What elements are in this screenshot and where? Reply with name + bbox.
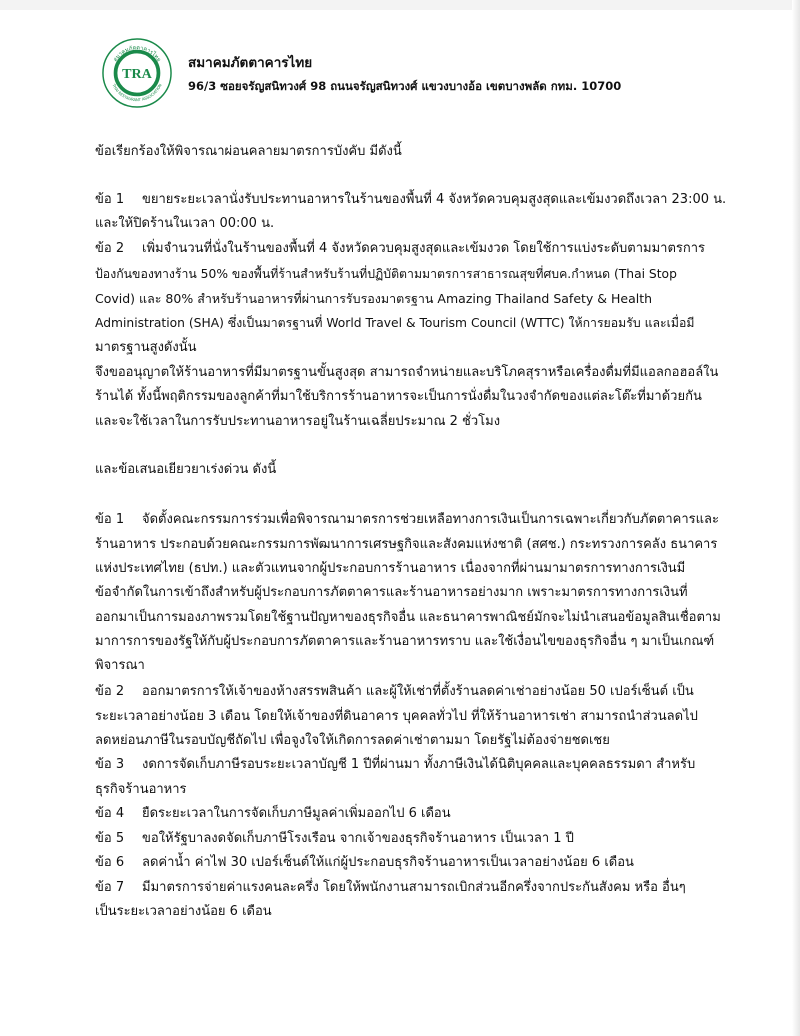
s2-item1-line: แห่งประเทศไทย (ธปท.) และตัวแทนจากผู้ประกอบการร้านอาหาร เนื่องจากที่ผ่านมามาตรการทางการเงินมี xyxy=(95,561,686,576)
s2-item7-line: มีมาตรการจ่ายค่าแรงคนละครึ่ง โดยให้พนักงานสามารถเบิกส่วนอีกครึ่งจากประกันสังคม หรือ อื่นๆ xyxy=(142,880,686,895)
s2-item7-line: เป็นระยะเวลาอย่างน้อย 6 เดือน xyxy=(95,904,272,919)
s2-item1-number: ข้อ 1 xyxy=(95,512,125,527)
s2-item2-line: ออกมาตรการให้เจ้าของห้างสรรพสินค้า และผู้ให้เช่าที่ตั้งร้านลดค่าเช่าอย่างน้อย 50 เปอร์เซ็นต์ เป็น xyxy=(142,684,694,699)
s1-item2-line: เพิ่มจำนวนที่นั่งในร้านของพื้นที่ 4 จังหวัดควบคุมสูงสุดและเข้มงวด โดยใช้การแบ่งระดับตามมาตรการ xyxy=(142,241,706,256)
s1-item2-line: มาตรฐานสูงดังนั้น xyxy=(95,340,197,355)
s2-item1-line: จัดตั้งคณะกรรมการร่วมเพื่อพิจารณามาตรการช่วยเหลือทางการเงินเป็นการเฉพาะเกี่ยวกับภัตตาคารและ xyxy=(142,512,719,527)
s2-item1-line: ร้านอาหาร ประกอบด้วยคณะกรรมการพัฒนาการเศรษฐกิจและสังคมแห่งชาติ (สศช.) กระทรวงการคลัง ธนาคาร xyxy=(95,537,718,552)
s2-item3-number: ข้อ 3 xyxy=(95,757,125,772)
top-strip xyxy=(0,0,800,10)
s2-item1-line: ออกมาเป็นการมองภาพรวมโดยใช้ฐานปัญหาของธุรกิจอื่น และธนาคารพาณิชย์มักจะไม่นำเสนอข้อมูลสินเชื่อตาม xyxy=(95,610,721,625)
page-edge-shadow xyxy=(792,0,800,1036)
s1-item2-number: ข้อ 2 xyxy=(95,241,125,256)
s2-item5-line: ขอให้รัฐบาลงดจัดเก็บภาษีโรงเรือน จากเจ้าของธุรกิจร้านอาหาร เป็นเวลา 1 ปี xyxy=(142,831,574,846)
s1-item2-line: จึงขออนุญาตให้ร้านอาหารที่มีมาตรฐานขั้นสูงสุด สามารถจำหน่ายและบริโภคสุราหรือเครื่องดื่มที่มีแอลกอฮอล์ใน xyxy=(95,365,719,380)
s2-item6-line: ลดค่าน้ำ ค่าไฟ 30 เปอร์เซ็นต์ให้แก่ผู้ประกอบธุรกิจร้านอาหารเป็นเวลาอย่างน้อย 6 เดือน xyxy=(142,855,634,870)
org-name: สมาคมภัตตาคารไทย xyxy=(188,55,313,71)
s2-item1-line: พิจารณา xyxy=(95,658,145,673)
org-address: 96/3 ซอยจรัญสนิทวงศ์ 98 ถนนจรัญสนิทวงศ์ แขวงบางอ้อ เขตบางพลัด กทม. 10700 xyxy=(188,79,622,93)
s1-item1-line: ขยายระยะเวลานั่งรับประทานอาหารในร้านของพื้นที่ 4 จังหวัดควบคุมสูงสุดและเข้มงวดถึงเวลา 23:00 น. xyxy=(142,192,727,207)
s2-item6-number: ข้อ 6 xyxy=(95,855,125,870)
section1-heading: ข้อเรียกร้องให้พิจารณาผ่อนคลายมาตรการบังคับ มีดังนี้ xyxy=(95,144,402,159)
s2-item3-line: งดการจัดเก็บภาษีรอบระยะเวลาบัญชี 1 ปีที่ผ่านมา ทั้งภาษีเงินได้นิติบุคคลและบุคคลธรรมดา สำหรับ xyxy=(142,757,696,772)
s2-item3-line: ธุรกิจร้านอาหาร xyxy=(95,782,187,797)
s2-item2-number: ข้อ 2 xyxy=(95,684,125,699)
logo-initials: TRA xyxy=(122,66,152,83)
s2-item5-number: ข้อ 5 xyxy=(95,831,125,846)
s2-item1-line: มาการการของรัฐให้กับผู้ประกอบการภัตตาคารและร้านอาหารทราบ และใช้เงื่อนไขของธุรกิจอื่น ๆ มาเป็นเกณฑ์ xyxy=(95,634,715,649)
s2-item2-line: ลดหย่อนภาษีในรอบบัญชีถัดไป เพื่อจูงใจให้เกิดการลดค่าเช่าตามมา โดยรัฐไม่ต้องจ่ายชดเชย xyxy=(95,733,610,748)
s2-item1-line: ข้อจำกัดในการเข้าถึงสำหรับผู้ประกอบการภัตตาคารและร้านอาหารอย่างมาก เพราะมาตรการทางการเงินที่ xyxy=(95,585,688,600)
s2-item4-line: ยืดระยะเวลาในการจัดเก็บภาษีมูลค่าเพิ่มออกไป 6 เดือน xyxy=(142,806,451,821)
s2-item4-number: ข้อ 4 xyxy=(95,806,125,821)
s2-item2-line: ระยะเวลาอย่างน้อย 3 เดือน โดยให้เจ้าของที่ดินอาคาร บุคคลทั่วไป ที่ให้ร้านอาหารเช่า สามารถนำส่วนลดไป xyxy=(95,709,698,724)
s1-item2-line: Covid) และ 80% สำหรับร้านอาหารที่ผ่านการรับรองมาตรฐาน Amazing Thailand Safety & Health xyxy=(95,291,653,306)
s1-item2-line: Administration (SHA) ซึ่งเป็นมาตรฐานที่ World Travel & Tourism Council (WTTC) ให้การยอมรับ และเมื่อมี xyxy=(95,316,695,330)
association-logo-icon xyxy=(100,36,174,110)
s1-item1-number: ข้อ 1 xyxy=(95,192,125,207)
s1-item2-line: ป้องกันของทางร้าน 50% ของพื้นที่ร้านสำหรับร้านที่ปฏิบัติตามมาตรการสาธารณสุขที่ศบค.กำหนด (Thai Stop xyxy=(95,267,677,281)
s1-item1-line: และให้ปิดร้านในเวลา 00:00 น. xyxy=(95,216,275,231)
s1-item2-line: ร้านได้ ทั้งนี้พฤติกรรมของลูกค้าที่มาใช้บริการร้านอาหารจะเป็นการนั่งดื่มในวงจำกัดของแต่ละโต๊ะที่มาด้วยกัน xyxy=(95,389,702,404)
s1-item2-line: และจะใช้เวลาในการรับประทานอาหารอยู่ในร้านเฉลี่ยประมาณ 2 ชั่วโมง xyxy=(95,414,501,429)
section2-heading: และข้อเสนอเยียวยาเร่งด่วน ดังนี้ xyxy=(95,462,277,477)
logo-ring-top-text: สมาคมภัตตาคารไทย xyxy=(112,45,162,63)
s2-item7-number: ข้อ 7 xyxy=(95,880,125,895)
logo-ring-bottom-text: THAI RESTAURANT ASSOCIATION xyxy=(111,82,163,103)
